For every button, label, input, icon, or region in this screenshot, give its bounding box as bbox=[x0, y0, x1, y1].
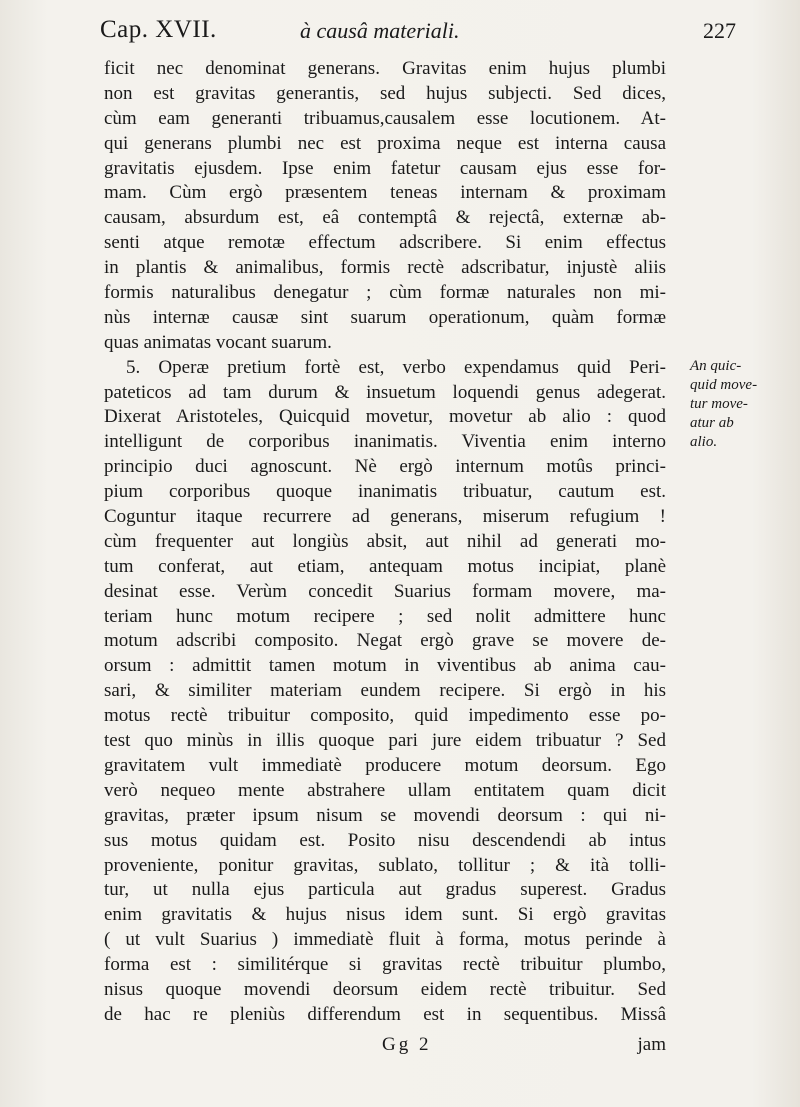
text-line: nisus quoque movendi deorsum eidem rectè tribuitur. Sed bbox=[104, 978, 666, 1000]
text-line: cùm eam generanti tribuamus,causalem esse locutionem. At- bbox=[104, 107, 666, 129]
text-line: intelligunt de corporibus inanimatis. Viventia enim interno bbox=[104, 431, 666, 453]
margin-note-line: An quic- bbox=[690, 358, 742, 374]
margin-note-line: quid move- bbox=[690, 377, 758, 393]
text-line: pateticos ad tam durum & insuetum loquendi genus adegerat. bbox=[104, 381, 666, 403]
text-line: proveniente, ponitur gravitas, sublato, tollitur ; & ità tolli- bbox=[104, 854, 666, 876]
text-line: gravitatis ejusdem. Ipse enim fatetur causam ejus esse for- bbox=[104, 157, 666, 179]
text-line: non est gravitas generantis, sed hujus subjecti. Sed dices, bbox=[104, 82, 666, 104]
text-line: enim gravitatis & hujus nisus idem sunt. Si ergò gravitas bbox=[104, 904, 666, 926]
running-title: à causâ materiali. bbox=[300, 18, 460, 43]
text-line: sari, & similiter materiam eundem recipere. Si ergò in his bbox=[104, 680, 666, 702]
margin-note bbox=[690, 357, 786, 452]
text-line: forma est : similitérque si gravitas rectè tribuitur plumbo, bbox=[104, 954, 666, 976]
text-line: test quo minùs in illis quoque pari jure eidem tribuatur ? Sed bbox=[104, 730, 666, 752]
text-line: orsum : admittit tamen motum in viventibus ab anima cau- bbox=[104, 655, 666, 677]
text-line: principio duci agnoscunt. Nè ergò internum motûs princi- bbox=[104, 456, 666, 478]
text-line: tum conferat, aut etiam, antequam motus incipiat, planè bbox=[104, 555, 666, 577]
text-line: gravitas, præter ipsum nisum se movendi deorsum : qui ni- bbox=[104, 804, 666, 826]
text-line: causam, absurdum est, eâ contemptâ & rejectâ, externæ ab- bbox=[104, 207, 666, 229]
text-line: senti atque remotæ effectum adscribere. Si enim effectus bbox=[104, 232, 666, 254]
catchword: jam bbox=[637, 1034, 666, 1055]
text-line: ficit nec denominat generans. Gravitas enim hujus plumbi bbox=[104, 58, 666, 79]
text-line: quas animatas vocant suarum. bbox=[104, 331, 332, 353]
text-line: qui generans plumbi nec est proxima neque est interna causa bbox=[104, 132, 666, 154]
text-line: motum adscribi composito. Negat ergò grave se movere de- bbox=[104, 630, 666, 652]
text-line: pium corporibus quoque inanimatis tribuatur, cautum est. bbox=[104, 481, 666, 503]
text-line: in plantis & animalibus, formis rectè adscribatur, injustè aliis bbox=[104, 257, 666, 279]
text-line: Dixerat Aristoteles, Quicquid movetur, movetur ab alio : quod bbox=[104, 406, 666, 428]
page-number: 227 bbox=[703, 18, 736, 43]
text-line: tur, ut nulla ejus particula aut gradus superest. Gradus bbox=[104, 879, 666, 901]
margin-note-line: alio. bbox=[690, 434, 718, 450]
text-line: sus motus quidam est. Posito nisu descendendi ab intus bbox=[104, 829, 666, 851]
margin-note-line: tur move- bbox=[690, 396, 748, 412]
text-line: desinat esse. Verùm concedit Suarius formam movere, ma- bbox=[104, 580, 666, 602]
text-line: motus rectè tribuitur composito, quid impedimento esse po- bbox=[104, 705, 666, 727]
page-footer bbox=[104, 1034, 666, 1060]
text-line: teriam hunc motum recipere ; sed nolit admittere hunc bbox=[104, 605, 666, 627]
text-line: mam. Cùm ergò præsentem teneas internam & proximam bbox=[104, 182, 666, 204]
text-line: ( ut vult Suarius ) immediatè fluit à forma, motus perinde à bbox=[104, 929, 666, 951]
running-header bbox=[100, 16, 740, 50]
text-line: gravitatem vult immediatè producere motum deorsum. Ego bbox=[104, 754, 666, 776]
text-line: cùm frequenter aut longiùs absit, aut nihil ad generati mo- bbox=[104, 530, 666, 552]
chapter-heading: Cap. XVII. bbox=[100, 16, 217, 43]
text-line: formis naturalibus denegatur ; cùm formæ naturales non mi- bbox=[104, 282, 666, 304]
text-line: Coguntur itaque recurrere ad generans, miserum refugium ! bbox=[104, 506, 666, 528]
text-line: de hac re pleniùs differendum est in sequentibus. Missâ bbox=[104, 1003, 666, 1025]
text-line: verò nequeo mente abstrahere ullam entitatem quam dicit bbox=[104, 779, 666, 801]
body-text bbox=[104, 57, 666, 1028]
text-line: nùs internæ causæ sint suarum operationum, quàm formæ bbox=[104, 306, 666, 328]
paragraph-start-line: 5. Operæ pretium fortè est, verbo expendamus quid Peri- bbox=[126, 356, 666, 378]
margin-note-line: atur ab bbox=[690, 415, 734, 431]
signature-mark: Gg 2 bbox=[382, 1034, 432, 1055]
